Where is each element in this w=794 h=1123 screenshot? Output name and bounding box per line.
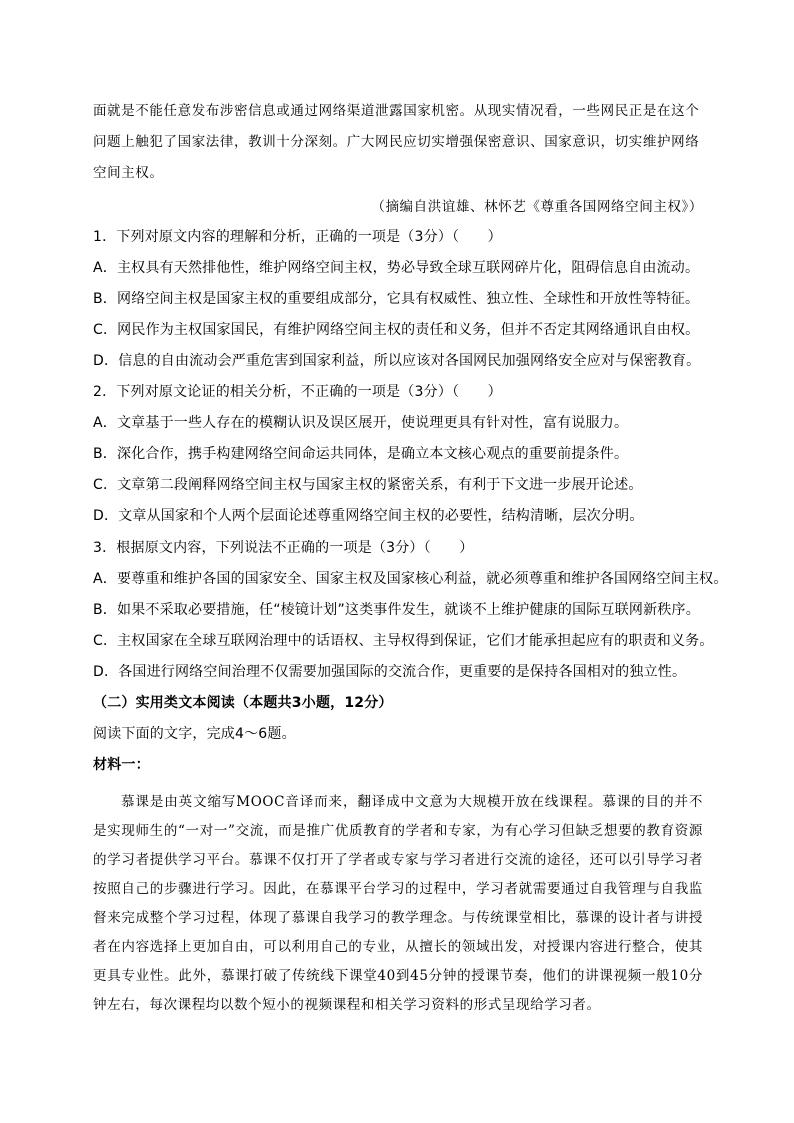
option-a: A．主权具有天然排他性，维护网络空间主权，势必导致全球互联网碎片化，阻碍信息自由流动。 [93,260,700,276]
citation: （摘编自洪谊雄、林怀艺《尊重各国网络空间主权》） [371,199,703,215]
question-stem: 3．根据原文内容，下列说法不正确的一项是（3分）（ ） [93,540,474,556]
intro-paragraph: 面就是不能任意发布涉密信息或通过网络渠道泄露国家机密。从现实情况看，一些网民正是在这个问题上触犯了国家法律，教训十分深刻。广大网民应切实增强保密意识、国家意识，切实维护网络空间主权。 [93,103,700,181]
material-one-passage [93,788,703,1020]
option-b: B．如果不采取必要措施，任“棱镜计划”这类事件发生，就谈不上维护健康的国际互联网新秩序。 [93,602,700,618]
section-instruction: 阅读下面的文字，完成4～6题。 [93,726,296,742]
question-stem: 1．下列对原文内容的理解和分析，正确的一项是（3分）（ ） [93,229,502,245]
intro-passage [93,96,703,223]
option-d: D．各国进行网络空间治理不仅需要加强国际的交流合作，更重要的是保持各国相对的独立性。 [93,664,687,680]
option-d: D．信息的自由流动会严重危害到国家利益，所以应该对各国网民加强网络安全应对与保密教育。 [93,353,701,369]
option-d: D．文章从国家和个人两个层面论述尊重网络空间主权的必要性，结构清晰，层次分明。 [93,508,644,524]
option-c: C．文章第二段阐释网络空间主权与国家主权的紧密关系，有利于下文进一步展开论述。 [93,477,643,493]
option-a: A．要尊重和维护各国的国家安全、国家主权及国家核心利益，就必须尊重和维护各国网络空间主权。 [93,571,728,587]
option-c: C．主权国家在全球互联网治理中的话语权、主导权得到保证，它们才能承担起应有的职责和义务。 [93,633,714,649]
question-2 [93,377,713,532]
question-3 [93,533,728,688]
option-b: B．网络空间主权是国家主权的重要组成部分，它具有权威性、独立性、全球性和开放性等特征。 [93,291,700,307]
section-heading: （二）实用类文本阅读（本题共3小题，12分） [93,695,393,711]
option-c: C．网民作为主权国家国民，有维护网络空间主权的责任和义务，但并不否定其网络通讯自由权。 [93,322,700,338]
section-two [93,688,713,781]
option-b: B．深化合作，携手构建网络空间命运共同体，是确立本文核心观点的重要前提条件。 [93,446,629,462]
option-a: A．文章基于一些人存在的模糊认识及误区展开，使说理更具有针对性，富有说服力。 [93,415,629,431]
material-paragraph: 慕课是由英文缩写MOOC音译而来，翻译成中文意为大规模开放在线课程。慕课的目的并不是实现师生的“一对一”交流，而是推广优质教育的学者和专家，为有心学习但缺乏想要的教育资源的学习者提供学习平台。慕课不仅打开了学者或专家与学习者进行交流的途径，还可以引导学习者按照自己的步骤进行学习。因此，在慕课平台学习的过程中，学习者就需要通过自我管理与自我监督来完成整个学习过程，体现了慕课自我学习的教学理念。与传统课堂相比，慕课的设计者与讲授者在内容选择上更加自由，可以利用自己的专业，从擅长的领域出发，对授课内容进行整合，使其更具专业性。此外，慕课打破了传统线下课堂40到45分钟的授课节奏，他们的讲课视频一般10分钟左右，每次课程均以数个短小的视频课程和相关学习资料的形式呈现给学习者。 [93,794,703,1013]
question-1 [93,222,713,377]
question-stem: 2．下列对原文论证的相关分析，不正确的一项是（3分）（ ） [93,384,502,400]
material-label: 材料一： [93,757,150,773]
